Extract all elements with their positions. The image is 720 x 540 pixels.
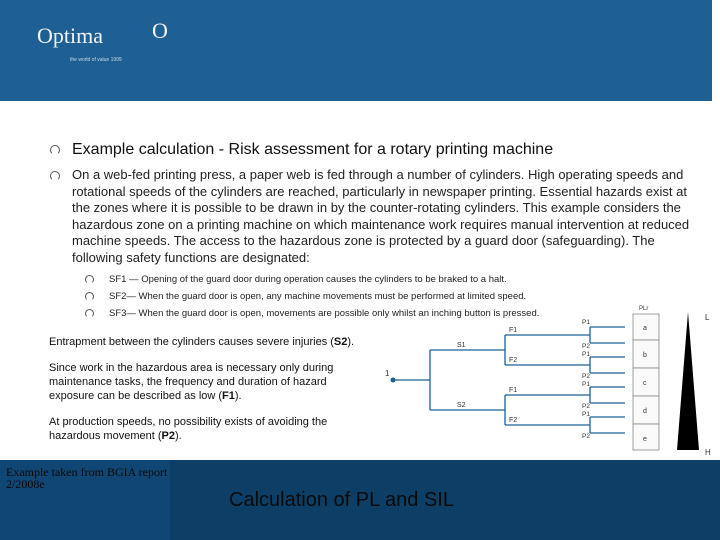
possibility-label: P1	[582, 411, 590, 418]
frequency-code: F1	[222, 390, 235, 402]
risk-high-label: H	[705, 448, 711, 457]
possibility-label: P2	[582, 433, 590, 440]
possibility-label: P1	[582, 351, 590, 358]
sub-bullet-icon	[85, 275, 94, 284]
brand-logo: Optima	[37, 23, 103, 48]
header-edge-stripe	[712, 0, 720, 101]
intro-paragraph: On a web-fed printing press, a paper web is fed through a number of cylinders. High operating speeds and rotational speeds of the cylinders are reached, particularly in newspaper printing. Essential hazards exist at the zones where it is possible to be drawn in by the counter-rotating cylinders. This example considers the hazardous zone on a printing machine on which maintenance work requires manual intervention at reduced machine speeds. The access to the hazardous zone is protected by a guard door (safeguarding). The following safety functions are designated:	[72, 167, 690, 265]
pl-header: PLr	[639, 306, 649, 312]
footer-left-panel	[0, 460, 170, 540]
possibility-label: P2	[582, 343, 590, 350]
possibility-label: P2	[582, 373, 590, 380]
pl-level-a: a	[643, 325, 647, 332]
bullet-icon	[50, 171, 60, 181]
graph-edge	[505, 327, 590, 343]
pl-level-c: c	[643, 380, 647, 387]
brand-tagline: the world of value 1999	[70, 57, 122, 63]
frequency-label: F2	[509, 417, 518, 424]
possibility-label: P1	[582, 381, 590, 388]
graph-edge	[505, 417, 590, 433]
pl-level-e: e	[643, 436, 647, 443]
severity-label-s1: S1	[457, 342, 466, 349]
sub-bullet-icon	[85, 309, 94, 318]
brand-mark-icon: O	[152, 18, 168, 43]
header-banner	[0, 0, 720, 101]
possibility-label: P2	[582, 403, 590, 410]
source-citation: Example taken from BGIA report 2/2008e	[6, 465, 168, 491]
pl-level-b: b	[643, 352, 647, 359]
sub-bullet-icon	[85, 292, 94, 301]
avoidance-code: P2	[161, 430, 175, 442]
graph-edge	[590, 327, 625, 433]
safety-function-2: SF2— When the guard door is open, any machine movements must be performed at limited speed.	[109, 291, 527, 302]
graph-edge	[430, 335, 505, 365]
graph-start-node	[391, 378, 396, 383]
severity-code: S2	[333, 336, 348, 348]
frequency-note: Since work in the hazardous area is necessary only during maintenance tasks, the frequency and duration of hazard exposure can be described as low (F1).	[49, 362, 334, 402]
graph-edge	[393, 350, 430, 410]
frequency-label: F1	[509, 387, 518, 394]
graph-edge	[430, 395, 505, 425]
footer-title: Calculation of PL and SIL	[229, 489, 454, 511]
frequency-label: F2	[509, 357, 518, 364]
severity-note: Entrapment between the cylinders causes severe injuries (S2).	[49, 336, 355, 348]
safety-function-1: SF1 — Opening of the guard door during operation causes the cylinders to be braked to a halt.	[109, 274, 507, 285]
bullet-icon	[50, 145, 60, 155]
avoidance-note: At production speeds, no possibility exists of avoiding the hazardous movement (P2).	[49, 416, 328, 442]
risk-graph	[385, 300, 715, 460]
graph-start-label: 1	[385, 369, 390, 378]
pl-level-d: d	[643, 408, 647, 415]
graph-edge	[505, 357, 590, 373]
graph-edge	[505, 387, 590, 403]
slide-heading: Example calculation - Risk assessment for a rotary printing machine	[72, 141, 554, 158]
possibility-label: P1	[582, 319, 590, 326]
risk-low-label: L	[705, 313, 710, 322]
risk-wedge	[677, 312, 699, 450]
frequency-label: F1	[509, 327, 518, 334]
safety-function-3: SF3— When the guard door is open, movements are possible only whilst an inching button is pressed.	[109, 308, 540, 319]
severity-label-s2: S2	[457, 402, 466, 409]
